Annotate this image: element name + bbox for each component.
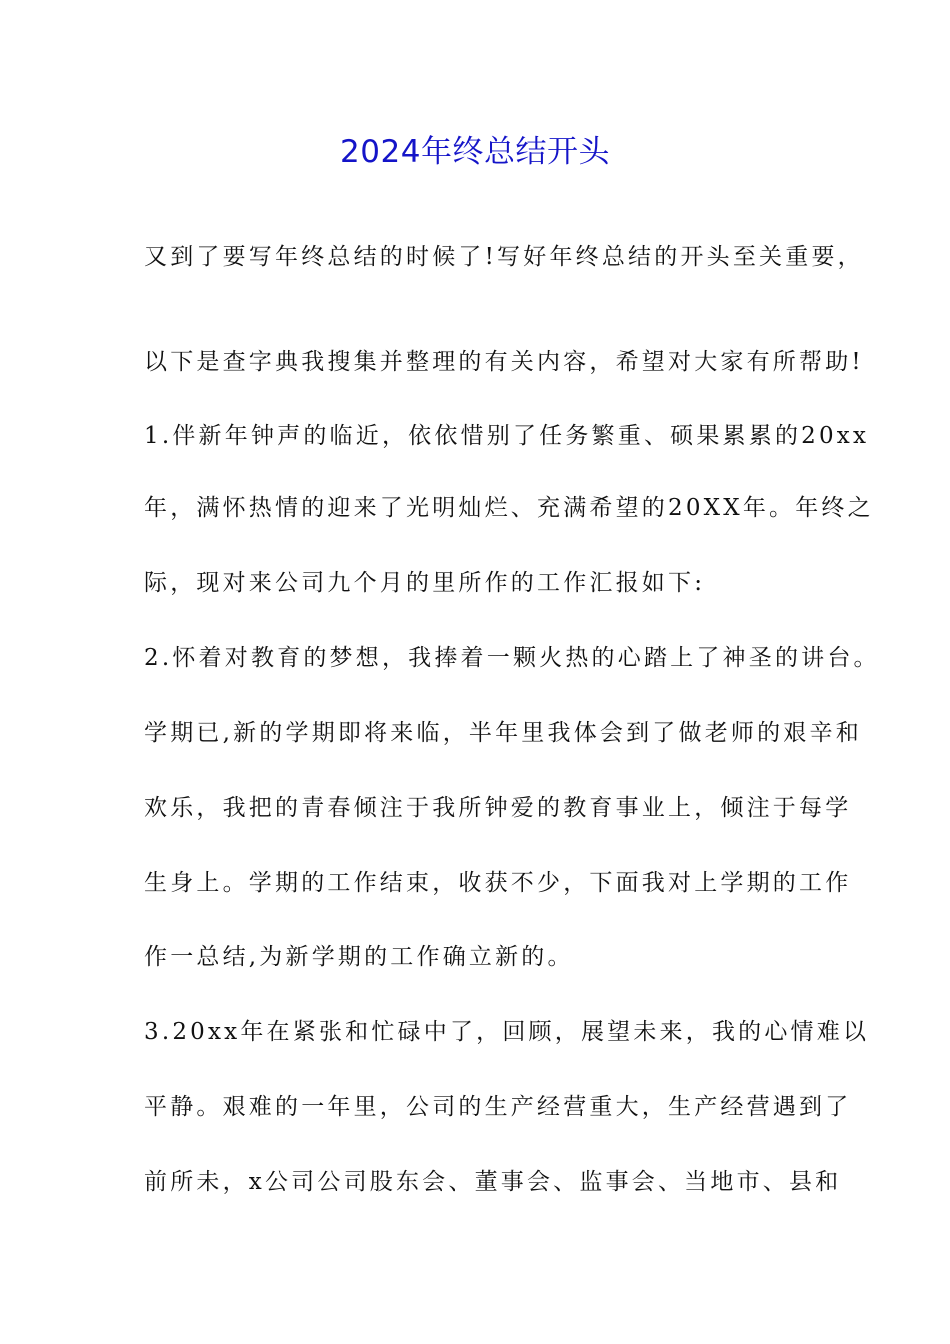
body-line: 际，现对来公司九个月的里所作的工作汇报如下: [144,570,706,596]
body-line: 2.怀着对教育的梦想，我捧着一颗火热的心踏上了神圣的讲台。 [144,645,880,671]
body-line: 3.20xx年在紧张和忙碌中了，回顾，展望未来，我的心情难以 [144,1019,870,1045]
document-title: 2024年终总结开头 [340,134,610,170]
body-line: 作一总结,为新学期的工作确立新的。 [144,944,574,970]
body-line: 学期已,新的学期即将来临，半年里我体会到了做老师的艰辛和 [144,720,862,746]
body-line: 平静。艰难的一年里，公司的生产经营重大，生产经营遇到了 [144,1094,852,1120]
body-line: 前所未，x公司公司股东会、董事会、监事会、当地市、县和 [144,1169,842,1195]
body-line: 年，满怀热情的迎来了光明灿烂、充满希望的20XX年。年终之 [144,495,874,521]
body-line: 生身上。学期的工作结束，收获不少，下面我对上学期的工作 [144,870,852,896]
body-line: 以下是查字典我搜集并整理的有关内容，希望对大家有所帮助! [144,349,864,375]
body-line: 1.伴新年钟声的临近，依依惜别了任务繁重、硕果累累的20xx [144,423,870,449]
body-line: 欢乐，我把的青春倾注于我所钟爱的教育事业上，倾注于每学 [144,795,852,821]
body-line: 又到了要写年终总结的时候了!写好年终总结的开头至关重要， [144,244,864,270]
